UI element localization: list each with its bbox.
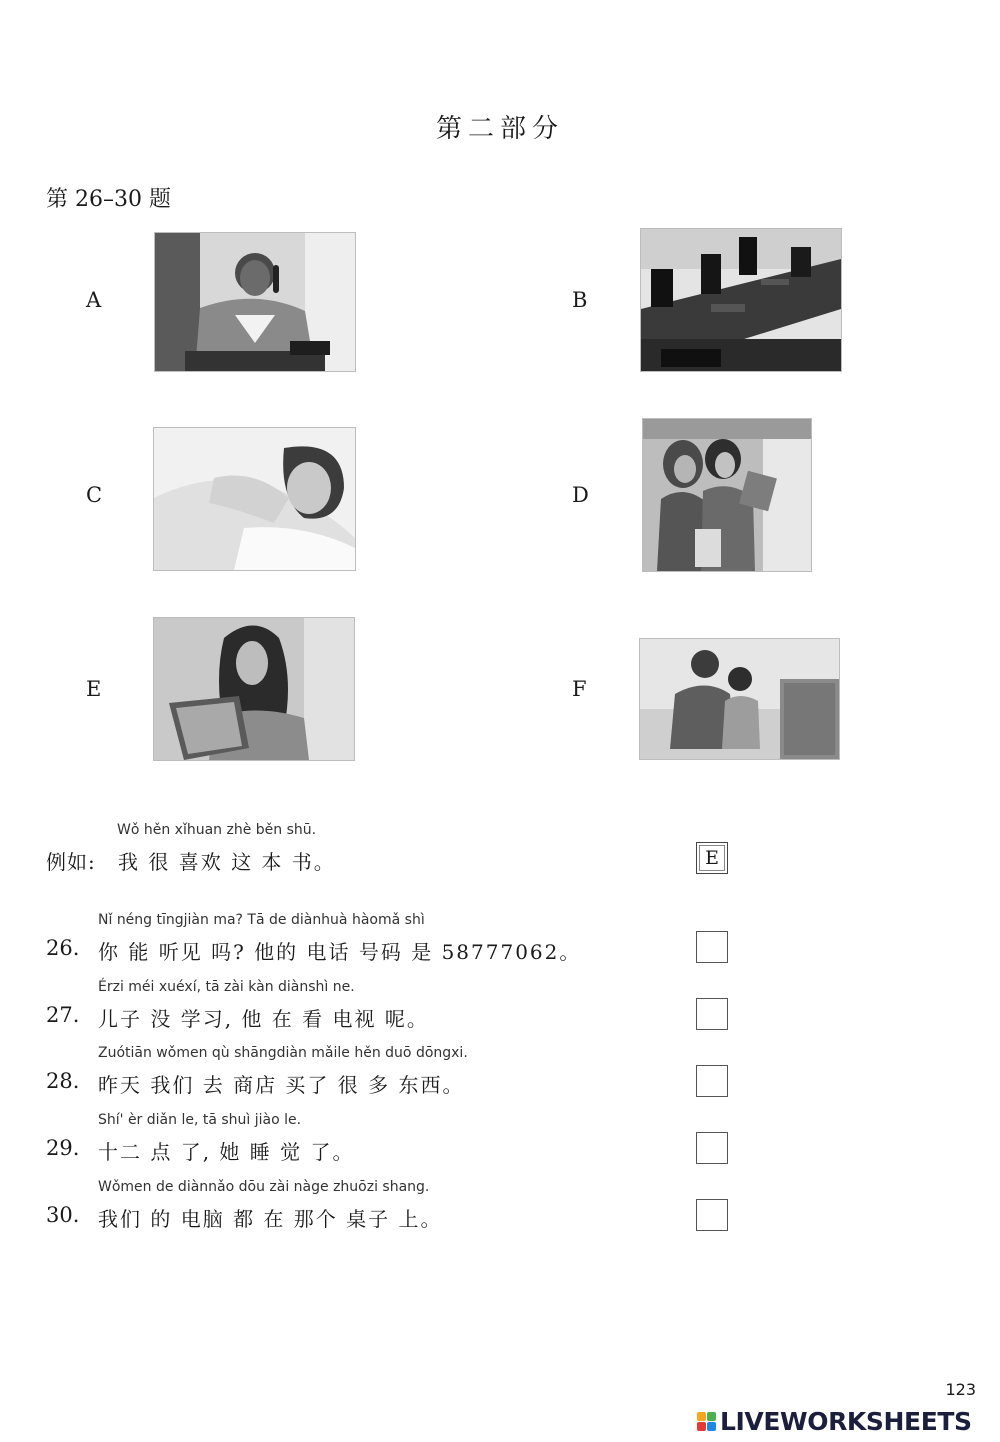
brand-tile-3 xyxy=(697,1422,706,1431)
question-27-answer-box[interactable] xyxy=(696,998,728,1030)
question-28-pinyin: Zuótiān wǒmen qù shāngdiàn mǎile hěn duō dōngxi. xyxy=(98,1045,468,1061)
question-29-pinyin: Shí' èr diǎn le, tā shuì jiào le. xyxy=(98,1112,302,1128)
question-28-number: 28. xyxy=(46,1069,80,1093)
picture-letter-c: C xyxy=(86,483,103,507)
brand-name: LIVEWORKSHEETS xyxy=(720,1406,972,1436)
example-answer-box: E xyxy=(696,842,728,874)
question-27-number: 27. xyxy=(46,1003,80,1027)
question-30-answer-box[interactable] xyxy=(696,1199,728,1231)
question-30-number: 30. xyxy=(46,1203,80,1227)
brand-logo[interactable] xyxy=(697,1406,972,1436)
question-26-pinyin: Nǐ néng tīngjiàn ma? Tā de diànhuà hàomǎ shì xyxy=(98,912,425,928)
brand-tiles-icon xyxy=(697,1412,716,1431)
brand-tile-4 xyxy=(707,1422,716,1431)
brand-tile-1 xyxy=(697,1412,706,1421)
question-26-answer-box[interactable] xyxy=(696,931,728,963)
question-30-sentence: 我们 的 电脑 都 在 那个 桌子 上。 xyxy=(98,1207,443,1231)
picture-letter-b: B xyxy=(572,288,588,312)
photo-f-father-and-son xyxy=(639,638,840,760)
photo-d-women-shopping xyxy=(642,418,812,572)
picture-letter-a: A xyxy=(86,288,102,312)
photo-b-computers xyxy=(640,228,842,372)
page-number: 123 xyxy=(945,1380,976,1399)
question-range: 第 26–30 题 xyxy=(46,187,171,212)
example-prefix: 例如: xyxy=(46,850,96,874)
question-28-answer-box[interactable] xyxy=(696,1065,728,1097)
question-29-sentence: 十二 点 了, 她 睡 觉 了。 xyxy=(98,1140,355,1164)
question-28-sentence: 昨天 我们 去 商店 买了 很 多 东西。 xyxy=(98,1073,465,1097)
photo-c-woman-sleeping xyxy=(153,427,356,571)
picture-letter-e: E xyxy=(86,677,102,701)
question-29-answer-box[interactable] xyxy=(696,1132,728,1164)
example-pinyin: Wǒ hěn xǐhuan zhè běn shū. xyxy=(117,822,317,838)
question-26-number: 26. xyxy=(46,936,80,960)
part-title: 第二部分 xyxy=(435,114,564,144)
question-30-pinyin: Wǒmen de diànnǎo dōu zài nàge zhuōzi shang. xyxy=(98,1179,430,1195)
picture-letter-f: F xyxy=(572,677,587,701)
question-27-sentence: 儿子 没 学习, 他 在 看 电视 呢。 xyxy=(98,1007,429,1031)
question-26-sentence: 你 能 听见 吗? 他的 电话 号码 是 58777062。 xyxy=(98,940,582,964)
example-sentence: 我 很 喜欢 这 本 书。 xyxy=(118,850,336,874)
brand-tile-2 xyxy=(707,1412,716,1421)
photo-e-woman-reading xyxy=(153,617,355,761)
question-27-pinyin: Érzi méi xuéxí, tā zài kàn diànshì ne. xyxy=(98,979,355,995)
photo-a-woman-on-phone xyxy=(154,232,356,372)
picture-letter-d: D xyxy=(572,483,589,507)
question-29-number: 29. xyxy=(46,1136,80,1160)
